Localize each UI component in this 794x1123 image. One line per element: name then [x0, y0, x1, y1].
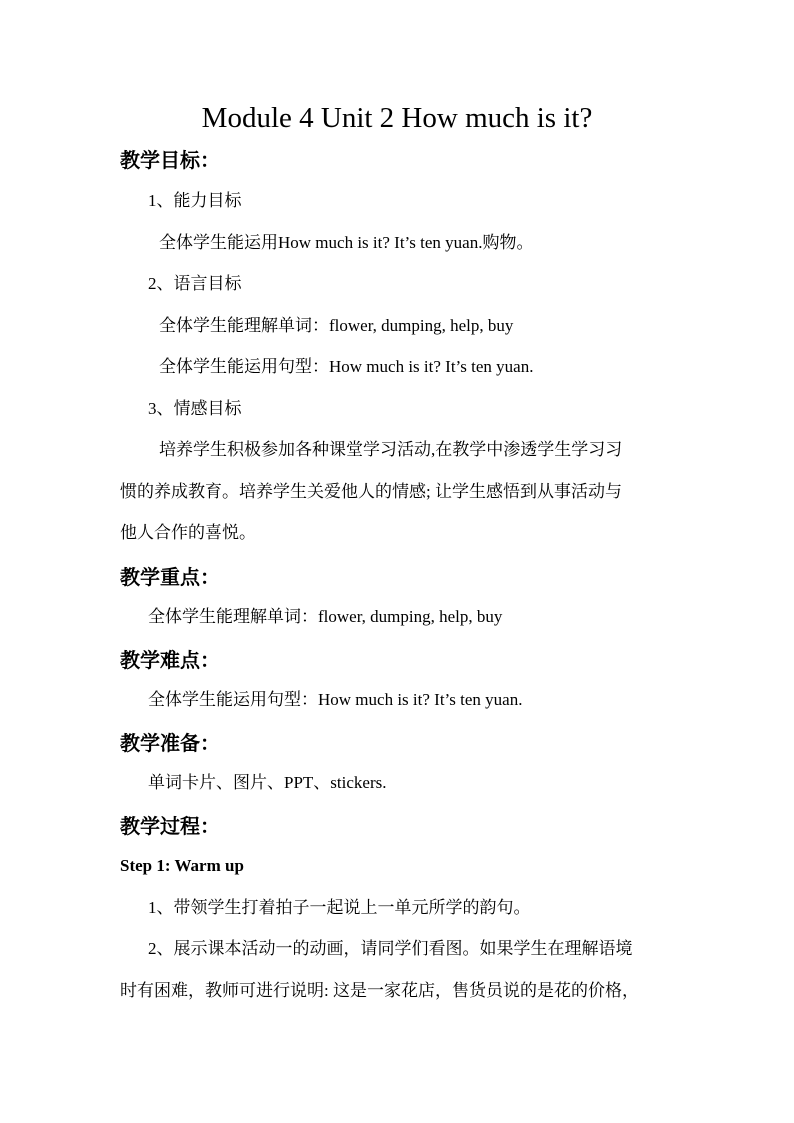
language-objective-text-1: 全体学生能理解单词：flower, dumping, help, buy	[159, 316, 514, 335]
process-heading: 教学过程：	[120, 814, 220, 838]
step1-label: Step 1: Warm up	[120, 856, 244, 875]
emotion-objective-text-3: 他人合作的喜悦。	[120, 523, 256, 542]
ability-objective-text: 全体学生能运用How much is it? It’s ten yuan.购物。	[159, 233, 534, 252]
language-objective-label: 2、语言目标	[148, 274, 242, 293]
difficulties-heading: 教学难点：	[120, 648, 220, 672]
emotion-objective-label: 3、情感目标	[148, 399, 242, 418]
key-points-text: 全体学生能理解单词：flower, dumping, help, buy	[148, 607, 503, 626]
preparation-text: 单词卡片、图片、PPT、stickers.	[148, 773, 387, 792]
emotion-objective-text-1: 培养学生积极参加各种课堂学习活动,在教学中渗透学生学习习	[159, 440, 623, 459]
difficulties-text: 全体学生能运用句型：How much is it? It’s ten yuan.	[148, 690, 523, 709]
preparation-heading: 教学准备：	[120, 731, 220, 755]
document-title: Module 4 Unit 2 How much is it?	[201, 102, 593, 134]
step1-item-1: 1、带领学生打着拍子一起说上一单元所学的韵句。	[148, 898, 531, 917]
objectives-heading: 教学目标：	[120, 148, 220, 172]
ability-objective-label: 1、能力目标	[148, 191, 242, 210]
language-objective-text-2: 全体学生能运用句型：How much is it? It’s ten yuan.	[159, 357, 534, 376]
emotion-objective-text-2: 惯的养成教育。培养学生关爱他人的情感; 让学生感悟到从事活动与	[120, 482, 622, 501]
step1-item-2-line-1: 2、展示课本活动一的动画，请同学们看图。如果学生在理解语境	[148, 939, 633, 958]
key-points-heading: 教学重点：	[120, 565, 220, 589]
step1-item-2-line-2: 时有困难，教师可进行说明: 这是一家花店，售货员说的是花的价格，	[120, 981, 639, 1000]
